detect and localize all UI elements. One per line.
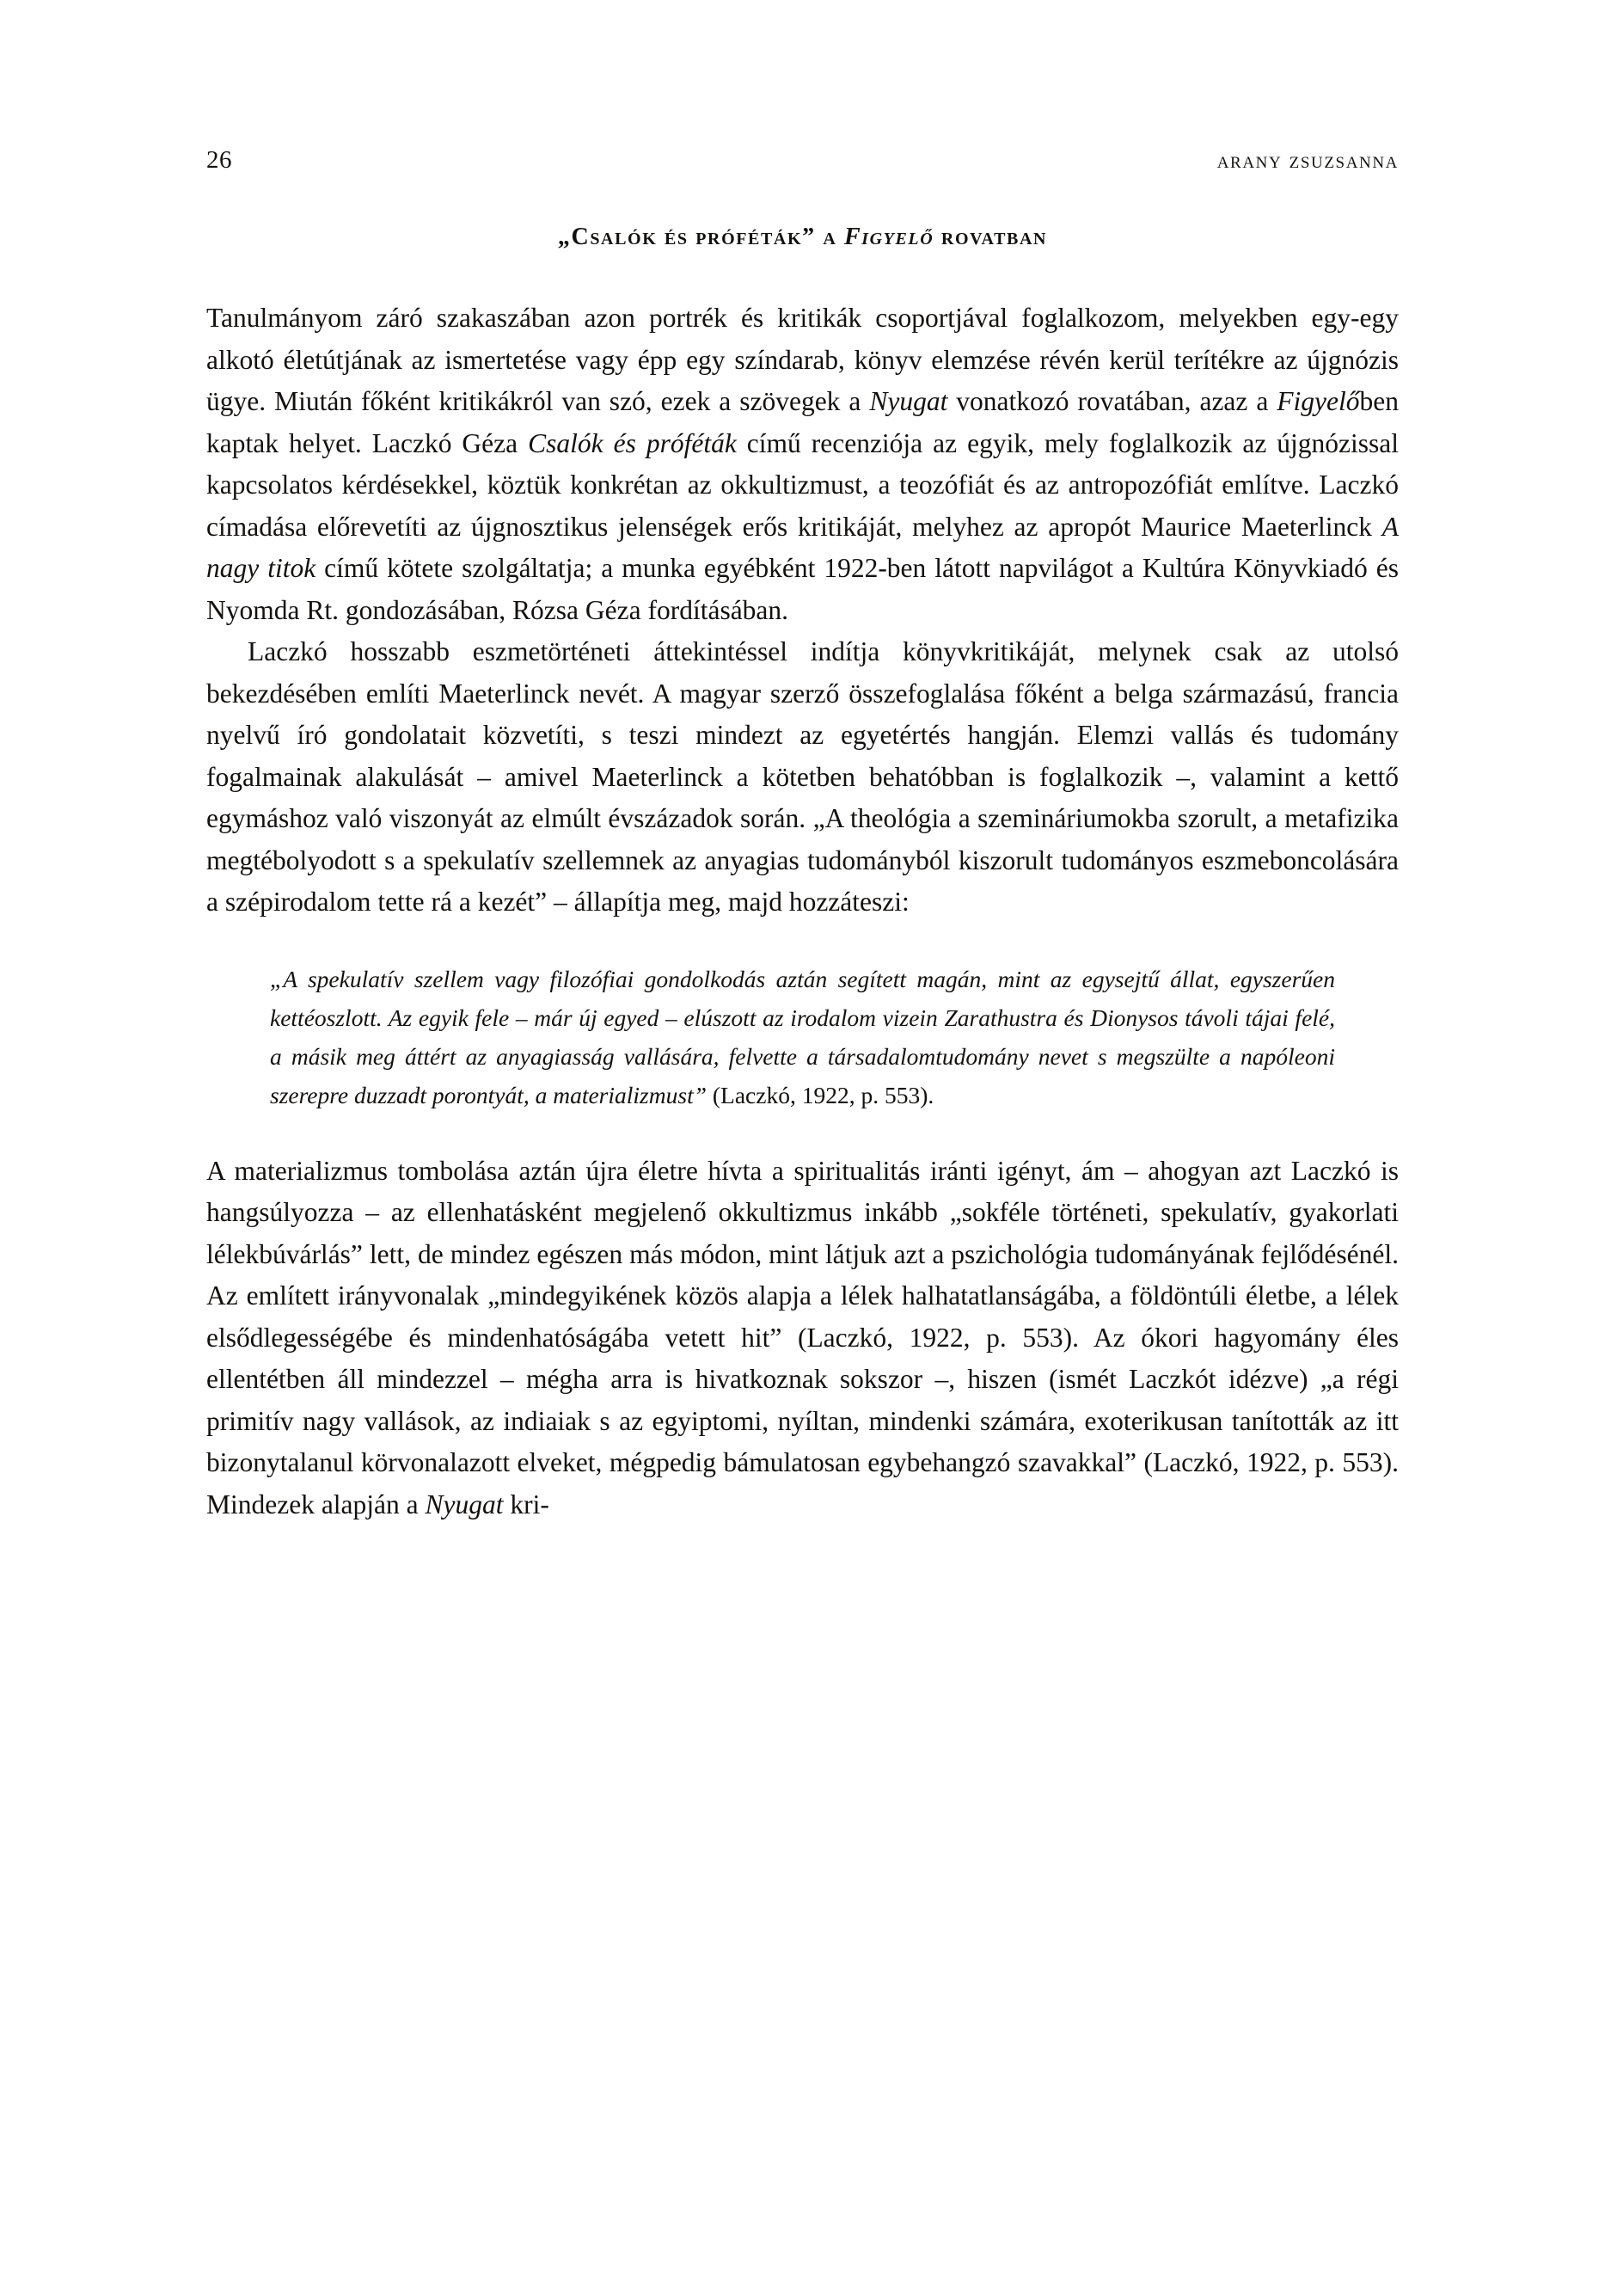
p1-text-e: című kötete szolgáltatja; a munka egyébként 1922-ben látott napvilágot a Kultúra Könyvkiadó és Nyomda Rt. gondozásában, Rózsa Géza fordításában. bbox=[206, 553, 1400, 625]
block-quote bbox=[270, 960, 1335, 1114]
paragraph-1 bbox=[206, 298, 1399, 631]
p1-text-c: ben kaptak helyet. Laczkó Géza bbox=[206, 386, 1399, 458]
section-title-part2: rovatban bbox=[934, 224, 1048, 250]
p1-italic-nyugat: Nyugat bbox=[869, 386, 948, 416]
quote-citation: (Laczkó, 1922, p. 553). bbox=[707, 1081, 934, 1108]
running-head-author: arany zsuzsanna bbox=[1216, 147, 1399, 173]
quote-text: „A spekulatív szellem vagy filozófiai gondolkodás aztán segített magán, mint az egysejtű állat, egyszerűen kettéoszlott. Az egyik fele – már új egyed – elúszott az irodalom vizein Zarathustra és Dionysos távoli tájai felé, a másik meg áttért az anyagiasság vallására, felvette a társadalomtudomány nevet s megszülte a napóleoni szerepre duzzadt porontyát, a materializmust” bbox=[270, 965, 1335, 1108]
p3-italic-nyugat: Nyugat bbox=[425, 1489, 504, 1519]
p1-text-a: Tanulmányom záró szakaszában azon portrék és kritikák csoportjával foglalkozom, melyekben egy-egy alkotó életútjának az ismertetése vagy épp egy színdarab, könyv elemzése révén kerül terítékre az újgnózis ügye. Miután főként kritikákról van szó, ezek a szövegek a bbox=[206, 303, 1399, 416]
section-title-part1: „Csalók és próféták” a bbox=[557, 224, 844, 250]
p1-italic-csalok: Csalók és próféták bbox=[528, 427, 737, 458]
p1-text-d: című recenziója az egyik, mely foglalkozik az újgnózissal kapcsolatos kérdésekkel, köztük konkrétan az okkultizmust, a teozófiát és az antropozófiát említve. Laczkó címadása előrevetíti az újgnosztikus jelenségek erős kritikáját, melyhez az apropót Maurice Maeterlinck bbox=[206, 427, 1400, 542]
section-title bbox=[206, 224, 1399, 251]
running-head bbox=[206, 146, 1399, 181]
p3-text-b: kri- bbox=[503, 1489, 549, 1519]
p3-text-a: A materializmus tombolása aztán újra életre hívta a spiritualitás iránti igényt, ám – ahogyan azt Laczkó is hangsúlyozza – az ellenhatásként megjelenő okkultizmus inkább „sokféle történeti, spekulatív, gyakorlati lélekbúvárlás” lett, de mindez egészen más módon, mint látjuk azt a pszichológia tudományának fejlődésénél. Az említett irányvonalak „mindegyikének közös alapja a lélek halhatatlanságába, a földöntúli életbe, a lélek elsődlegességébe és mindenhatóságába vetett hit” (Laczkó, 1922, p. 553). Az ókori hagyomány éles ellentétben áll mindezzel – mégha arra is hivatkoznak sokszor –, hiszen (ismét Laczkót idézve) „a régi primitív nagy vallások, az indiaiak s az egyiptomi, nyíltan, mindenki számára, exoterikusan tanították az itt bizonytalanul körvonalazott elveket, mégpedig bámulatosan egybehangzó szavakkal” (Laczkó, 1922, p. 553). Mindezek alapján a bbox=[206, 1155, 1399, 1519]
section-title-italic: Figyelő bbox=[843, 224, 934, 250]
p1-italic-figyelo: Figyelő bbox=[1277, 386, 1360, 416]
page-number: 26 bbox=[206, 146, 232, 174]
p1-italic-nagytitok: A nagy titok bbox=[206, 511, 1399, 583]
paragraph-3 bbox=[206, 1151, 1399, 1526]
p1-text-b: vonatkozó rovatában, azaz a bbox=[947, 386, 1277, 416]
paragraph-2: Laczkó hosszabb eszmetörténeti áttekintéssel indítja könyvkritikáját, melynek csak az utolsó bekezdésében említi Maeterlinck nevét. A magyar szerző összefoglalása főként a belga származású, francia nyelvű író gondolatait közvetíti, s teszi mindezt az egyetértés hangján. Elemzi vallás és tudomány fogalmainak alakulását – amivel Maeterlinck a kötetben behatóbban is foglalkozik –, valamint a kettő egymáshoz való viszonyát az elmúlt évszázadok során. „A theológia a szemináriumokba szorult, a metafizika megtébolyodott s a spekulatív szellemnek az anyagias tudományból kiszorult tudományos eszmeboncolására a szépirodalom tette rá a kezét” – állapítja meg, majd hozzáteszi: bbox=[206, 636, 1399, 917]
